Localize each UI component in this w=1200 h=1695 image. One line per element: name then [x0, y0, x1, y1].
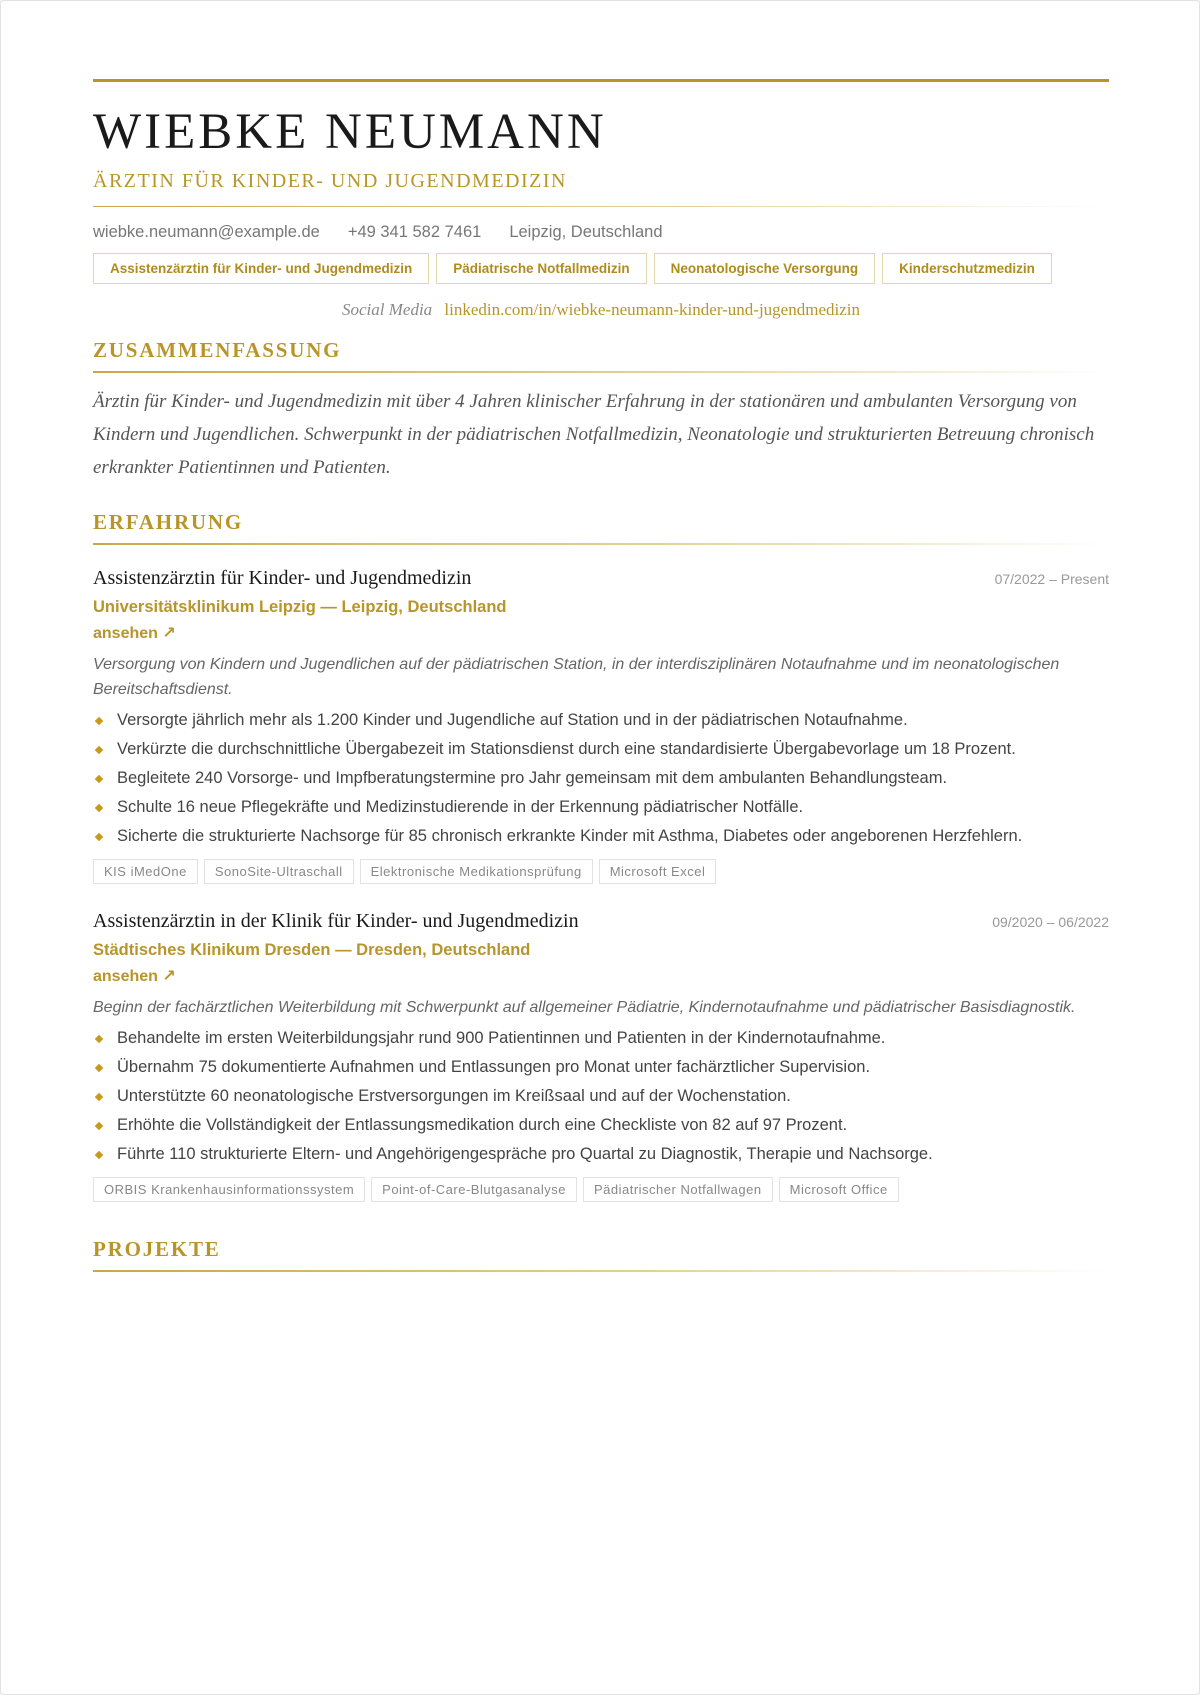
skill-chips	[93, 253, 1109, 284]
job-bullets	[93, 1024, 1109, 1169]
experience-entry	[93, 908, 1109, 1202]
diamond-bullet-icon	[95, 1035, 103, 1043]
contact-email[interactable]: wiebke.neumann@example.de	[93, 223, 320, 241]
projects-section	[93, 1236, 1109, 1272]
social-label: Social Media	[342, 300, 433, 319]
header-divider	[93, 206, 1109, 207]
top-accent-rule	[93, 79, 1109, 82]
job-organization: Universitätsklinikum Leipzig — Leipzig, Deutschland	[93, 598, 507, 616]
diamond-bullet-icon	[95, 717, 103, 725]
tool-tag: ORBIS Krankenhausinformationssystem	[93, 1177, 365, 1202]
diamond-bullet-icon	[95, 775, 103, 783]
job-tags	[93, 859, 1109, 884]
skill-chip: Assistenzärztin für Kinder- und Jugendmedizin	[93, 253, 429, 284]
list-item: Verkürzte die durchschnittliche Übergabezeit im Stationsdienst durch eine standardisierte Übergabevorlage um 18 Prozent.	[93, 735, 1109, 764]
skill-chip: Kinderschutzmedizin	[882, 253, 1052, 284]
diamond-bullet-icon	[95, 1122, 103, 1130]
experience-entry	[93, 565, 1109, 884]
job-bullets	[93, 706, 1109, 851]
diamond-bullet-icon	[95, 746, 103, 754]
summary-section	[93, 337, 1109, 484]
resume-content	[93, 79, 1109, 1272]
list-item: Behandelte im ersten Weiterbildungsjahr rund 900 Patientinnen und Patienten in der Kindernotaufnahme.	[93, 1024, 1109, 1053]
section-title-projects: PROJEKTE	[93, 1237, 221, 1261]
list-item: Versorgte jährlich mehr als 1.200 Kinder und Jugendliche auf Station und in der pädiatrischen Notaufnahme.	[93, 706, 1109, 735]
section-rule	[93, 543, 1109, 545]
contact-line	[93, 221, 1109, 243]
tool-tag: Point-of-Care-Blutgasanalyse	[371, 1177, 577, 1202]
section-rule	[93, 1270, 1109, 1272]
social-media-line	[93, 299, 1109, 321]
job-date: 07/2022 – Present	[994, 571, 1109, 587]
tool-tag: Pädiatrischer Notfallwagen	[583, 1177, 773, 1202]
job-description: Beginn der fachärztlichen Weiterbildung mit Schwerpunkt auf allgemeiner Pädiatrie, Kindernotaufnahme und pädiatrischer Basisdiagnostik.	[93, 999, 1076, 1016]
job-view-link[interactable]: ansehen ↗	[93, 625, 176, 642]
job-tags	[93, 1177, 1109, 1202]
list-item: Erhöhte die Vollständigkeit der Entlassungsmedikation durch eine Checkliste von 82 auf 97 Prozent.	[93, 1111, 1109, 1140]
contact-phone[interactable]: +49 341 582 7461	[347, 223, 482, 241]
job-date: 09/2020 – 06/2022	[992, 914, 1109, 930]
diamond-bullet-icon	[95, 804, 103, 812]
job-view-link[interactable]: ansehen ↗	[93, 968, 176, 985]
tool-tag: KIS iMedOne	[93, 859, 198, 884]
list-item: Sicherte die strukturierte Nachsorge für 85 chronisch erkrankte Kinder mit Asthma, Diabetes oder angeborenen Herzfehlern.	[93, 822, 1109, 851]
job-organization: Städtisches Klinikum Dresden — Dresden, Deutschland	[93, 941, 531, 959]
section-rule	[93, 371, 1109, 373]
tool-tag: SonoSite-Ultraschall	[204, 859, 354, 884]
list-item: Schulte 16 neue Pflegekräfte und Medizinstudierende in der Erkennung pädiatrischer Notfälle.	[93, 793, 1109, 822]
list-item: Führte 110 strukturierte Eltern- und Angehörigengespräche pro Quartal zu Diagnostik, Therapie und Nachsorge.	[93, 1140, 1109, 1169]
list-item: Unterstützte 60 neonatologische Erstversorgungen im Kreißsaal und auf der Wochenstation.	[93, 1082, 1109, 1111]
summary-text: Ärztin für Kinder- und Jugendmedizin mit über 4 Jahren klinischer Erfahrung in der stationären und ambulanten Versorgung von Kindern und Jugendlichen. Schwerpunkt in der pädiatrischen Notfallmedizin, Neonatologie und strukturierten Betreuung chronisch erkrankter Patientinnen und Patienten.	[93, 391, 1095, 478]
tool-tag: Microsoft Excel	[599, 859, 717, 884]
job-header	[93, 908, 1109, 934]
job-title: Assistenzärztin für Kinder- und Jugendmedizin	[93, 567, 472, 589]
skill-chip: Pädiatrische Notfallmedizin	[436, 253, 646, 284]
diamond-bullet-icon	[95, 1093, 103, 1101]
diamond-bullet-icon	[95, 833, 103, 841]
experience-section	[93, 509, 1109, 1202]
social-link[interactable]: linkedin.com/in/wiebke-neumann-kinder-und-jugendmedizin	[444, 300, 860, 319]
job-title: Assistenzärztin in der Klinik für Kinder- und Jugendmedizin	[93, 910, 579, 932]
contact-location: Leipzig, Deutschland	[509, 223, 663, 241]
diamond-bullet-icon	[95, 1064, 103, 1072]
diamond-bullet-icon	[95, 1151, 103, 1159]
job-description: Versorgung von Kindern und Jugendlichen auf der pädiatrischen Station, in der interdisziplinären Notaufnahme und im neonatologischen Bereitschaftsdienst.	[93, 656, 1060, 698]
list-item: Begleitete 240 Vorsorge- und Impfberatungstermine pro Jahr gemeinsam mit dem ambulanten Behandlungsteam.	[93, 764, 1109, 793]
tool-tag: Elektronische Medikationsprüfung	[360, 859, 593, 884]
candidate-title: ÄRZTIN FÜR KINDER- UND JUGENDMEDIZIN	[93, 170, 567, 192]
skill-chip: Neonatologische Versorgung	[654, 253, 876, 284]
section-title-experience: ERFAHRUNG	[93, 510, 243, 534]
job-header	[93, 565, 1109, 591]
candidate-name: WIEBKE NEUMANN	[93, 104, 607, 160]
tool-tag: Microsoft Office	[779, 1177, 899, 1202]
list-item: Übernahm 75 dokumentierte Aufnahmen und Entlassungen pro Monat unter fachärztlicher Supervision.	[93, 1053, 1109, 1082]
section-title-summary: ZUSAMMENFASSUNG	[93, 338, 342, 362]
